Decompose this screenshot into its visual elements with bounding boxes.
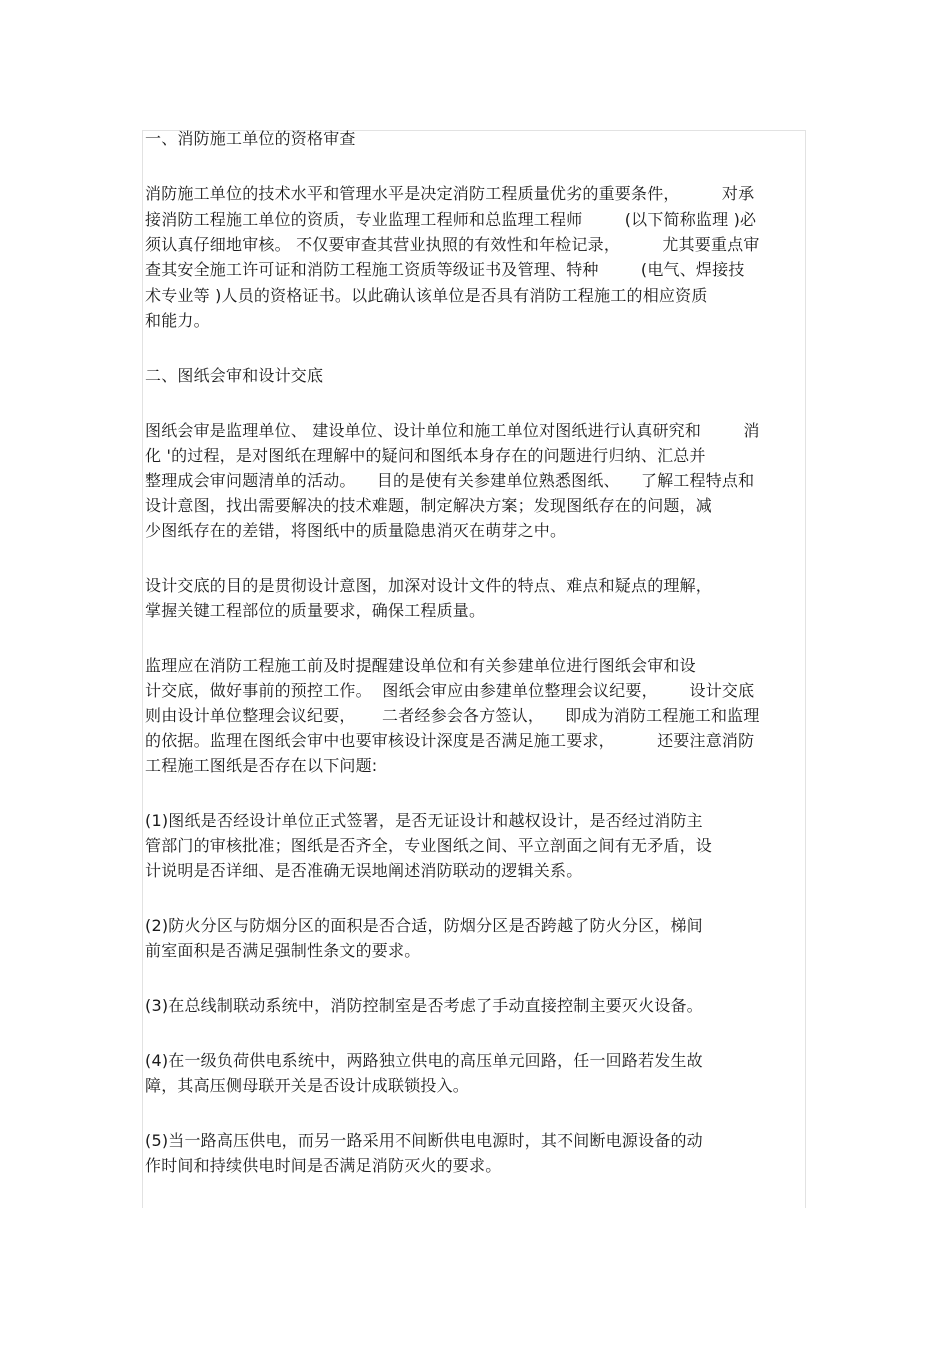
paragraph-line: 工程施工图纸是否存在以下问题: [145, 756, 378, 775]
list-item-line: (4)在一级负荷供电系统中，两路独立供电的高压单元回路，任一回路若发生故 [145, 1051, 703, 1070]
paragraph-line: 查其安全施工许可证和消防工程施工资质等级证书及管理、特种 (电气、焊接技 [145, 260, 745, 279]
paragraph-line: 须认真仔细地审核。 不仅要审查其营业执照的有效性和年检记录， 尤其要重点审 [145, 235, 760, 254]
list-item-line: (1)图纸是否经设计单位正式签署，是否无证设计和越权设计，是否经过消防主 [145, 811, 703, 830]
paragraph-line: 计交底，做好事前的预控工作。 图纸会审应由参建单位整理会议纪要， 设计交底 [145, 681, 755, 700]
paragraph-line: 掌握关键工程部位的质量要求，确保工程质量。 [145, 601, 486, 620]
paragraph-line: 接消防工程施工单位的资质，专业监理工程师和总监理工程师 (以下简称监理 )必 [145, 210, 757, 229]
paragraph-line: 的依据。监理在图纸会审中也要审核设计深度是否满足施工要求， 还要注意消防 [145, 731, 755, 750]
paragraph-line: 图纸会审是监理单位、 建设单位、设计单位和施工单位对图纸进行认真研究和 消 [145, 421, 760, 440]
list-item-line: (3)在总线制联动系统中，消防控制室是否考虑了手动直接控制主要灭火设备。 [145, 996, 703, 1015]
paragraph-line: 设计意图，找出需要解决的技术难题，制定解决方案；发现图纸存在的问题，减 [145, 496, 713, 515]
paragraph-line: 设计交底的目的是贯彻设计意图，加深对设计文件的特点、难点和疑点的理解， [145, 576, 713, 595]
list-item-line: 前室面积是否满足强制性条文的要求。 [145, 941, 421, 960]
paragraph-line: 术专业等 )人员的资格证书。以此确认该单位是否具有消防工程施工的相应资质 [145, 286, 708, 305]
paragraph-line: 和能力。 [145, 311, 210, 330]
list-item-line: 障，其高压侧母联开关是否设计成联锁投入。 [145, 1076, 470, 1095]
section-heading-drawing-review: 二、图纸会审和设计交底 [145, 366, 324, 385]
paragraph-line: 消防施工单位的技术水平和管理水平是决定消防工程质量优劣的重要条件， 对承 [145, 184, 755, 203]
list-item-line: (2)防火分区与防烟分区的面积是否合适，防烟分区是否跨越了防火分区，梯间 [145, 916, 703, 935]
section-heading-qualification-review: 一、消防施工单位的资格审查 [145, 129, 356, 148]
list-item-line: 管部门的审核批准；图纸是否齐全，专业图纸之间、平立剖面之间有无矛盾，设 [145, 836, 713, 855]
paragraph-line: 化 '的过程，是对图纸在理解中的疑问和图纸本身存在的问题进行归纳、汇总并 [145, 446, 706, 465]
paragraph-line: 整理成会审问题清单的活动。 目的是使有关参建单位熟悉图纸、 了解工程特点和 [145, 471, 755, 490]
list-item-line: 计说明是否详细、是否准确无误地阐述消防联动的逻辑关系。 [145, 861, 583, 880]
paragraph-line: 则由设计单位整理会议纪要， 二者经参会各方签认， 即成为消防工程施工和监理 [145, 706, 760, 725]
list-item-line: (5)当一路高压供电，而另一路采用不间断供电电源时，其不间断电源设备的动 [145, 1131, 703, 1150]
list-item-line: 作时间和持续供电时间是否满足消防灭火的要求。 [145, 1156, 502, 1175]
paragraph-line: 少图纸存在的差错，将图纸中的质量隐患消灭在萌芽之中。 [145, 521, 567, 540]
paragraph-line: 监理应在消防工程施工前及时提醒建设单位和有关参建单位进行图纸会审和设 [145, 656, 696, 675]
